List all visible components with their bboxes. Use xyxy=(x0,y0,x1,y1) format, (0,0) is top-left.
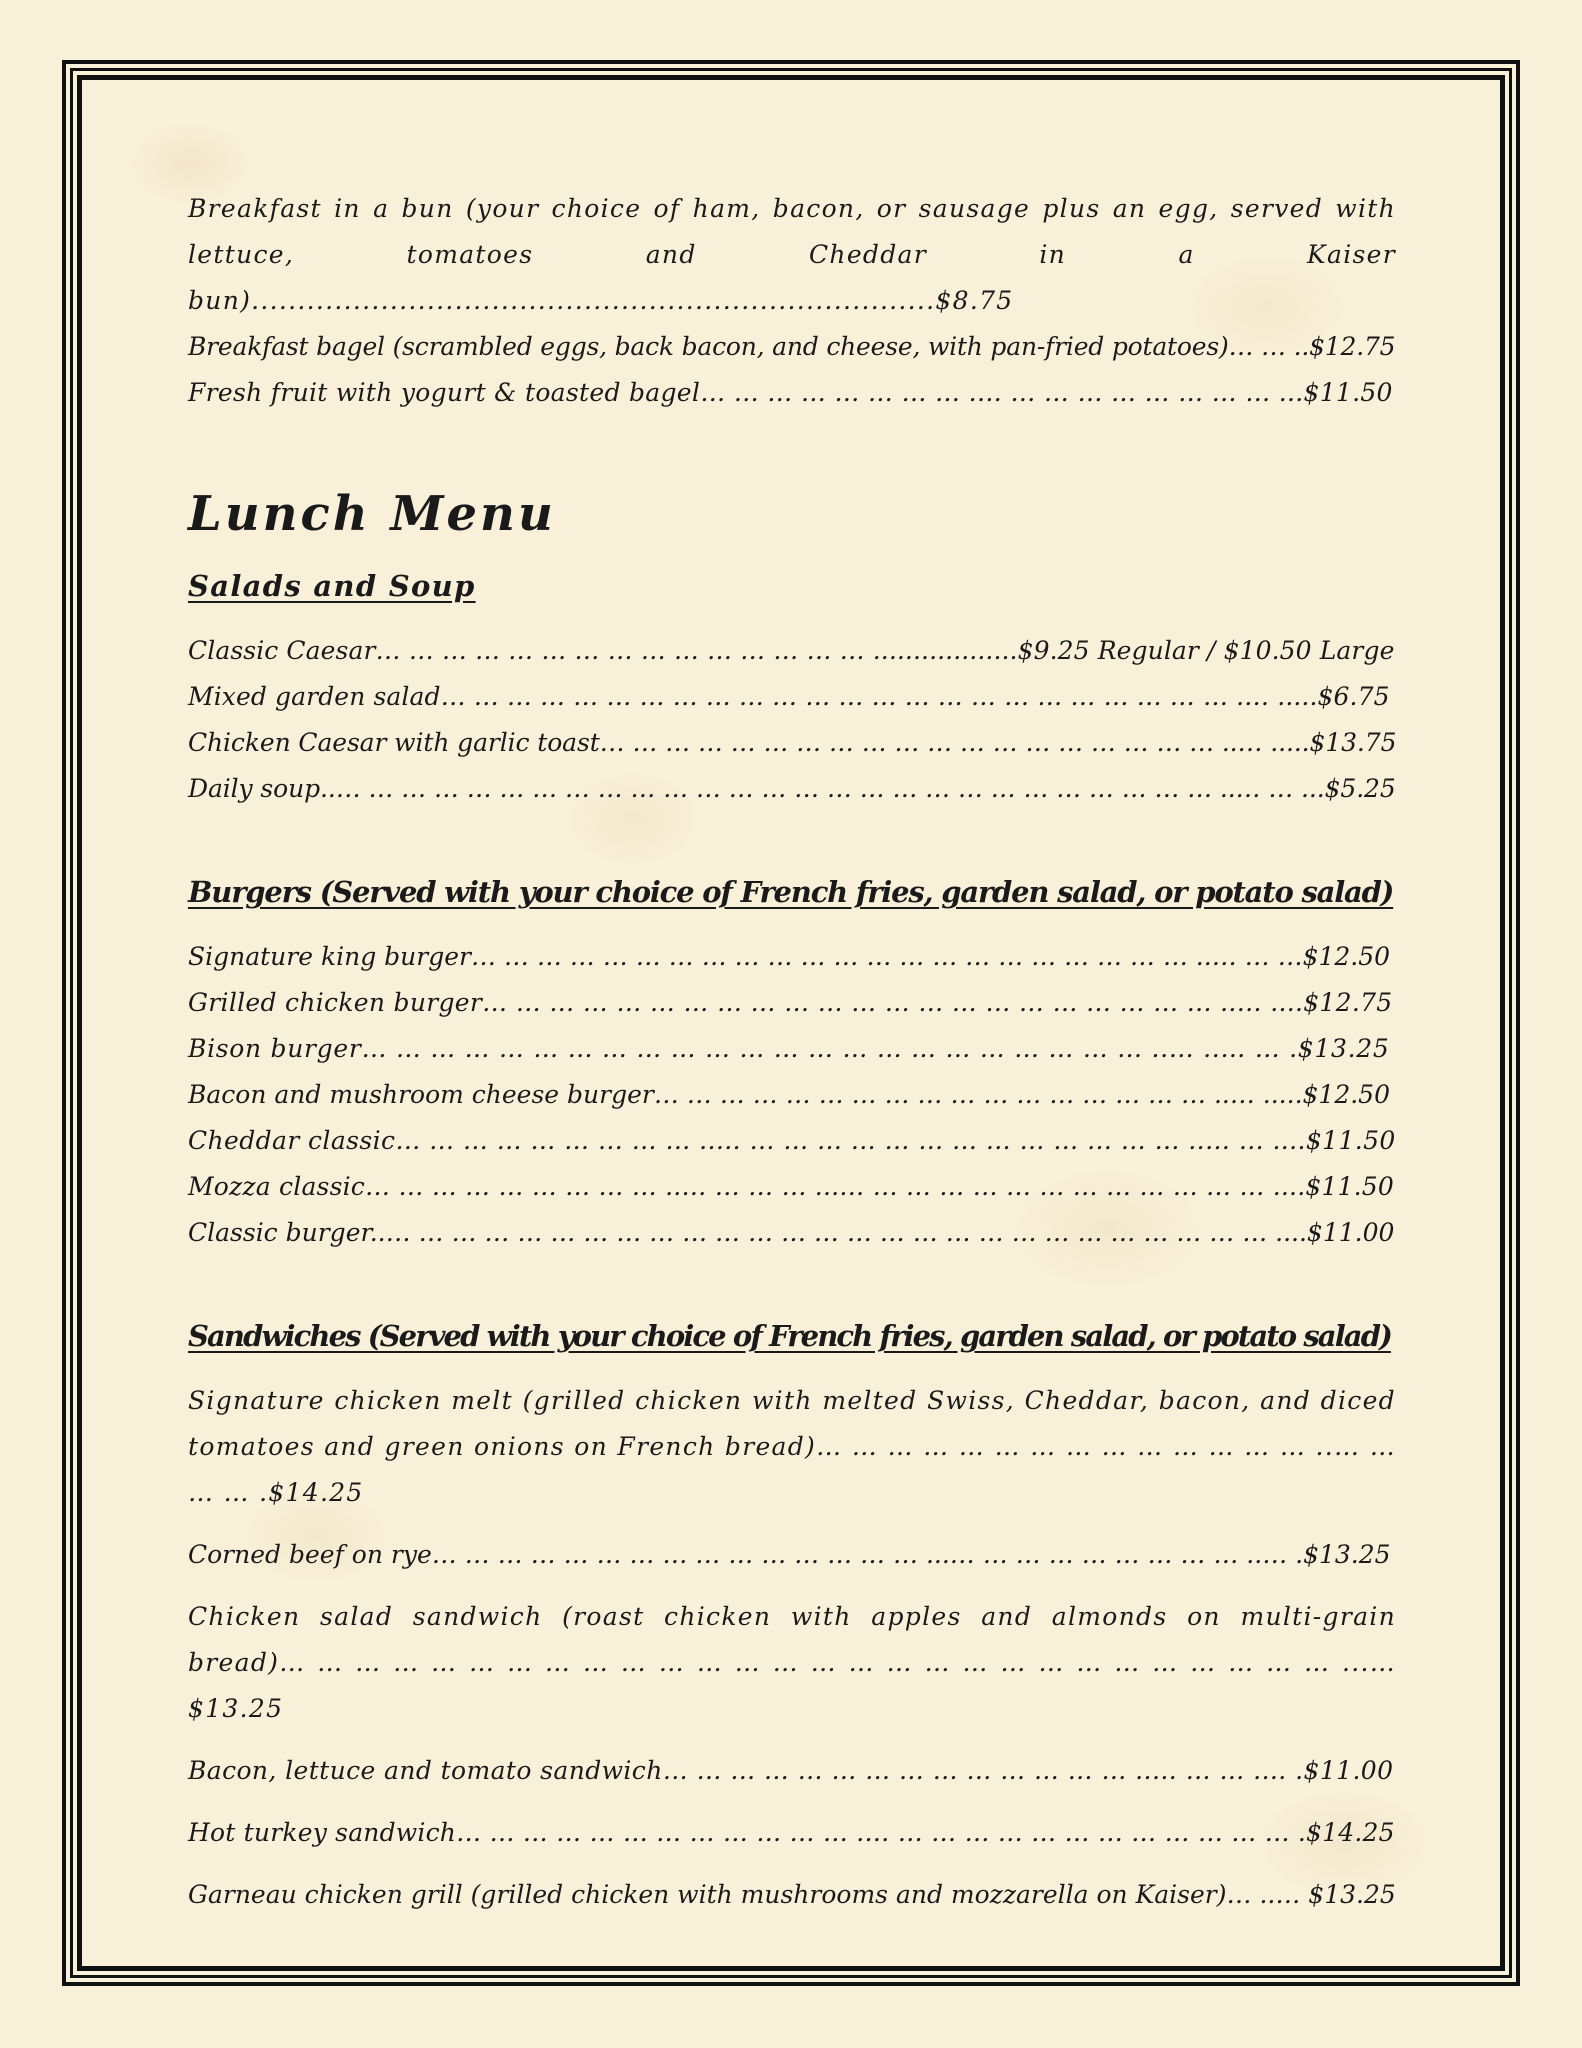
menu-item: Hot turkey sandwich… … … … … … … … … … … … .… … … … … … … … … … … … … .$14.25 xyxy=(188,1818,1395,1847)
section-heading: Burgers (Served with your choice of French fries, garden salad, or potato salad) xyxy=(188,875,1394,909)
menu-item: Breakfast bagel (scrambled eggs, back bacon, and cheese, with pan-fried potatoes)… … ..$12.75 xyxy=(188,332,1396,361)
menu-item: Chicken Caesar with garlic toast… … … … … … … … … … … … … … … … … … … ..… .....$13.75 xyxy=(188,728,1397,757)
menu-item: Bacon and mushroom cheese burger… … … … … … … … … … … … … … … … … ..… .....$12.50 xyxy=(188,1080,1390,1109)
menu-item: Signature king burger… … … … … … … … … … … … … … … … … … … … … … ..… … …$12.50 xyxy=(188,942,1391,971)
section-heading: Sandwiches (Served with your choice of French fries, garden salad, or potato salad) xyxy=(188,1319,1391,1353)
menu-item: Classic Caesar… … … … … … … … … … … … … … … ..................$9.25 Regular / $10.50 Large xyxy=(188,636,1395,665)
menu-item: Bacon, lettuce and tomato sandwich… … … … … … … … … … … … … … ..… … … .… .$11.00 xyxy=(188,1756,1394,1785)
sandwiches-section xyxy=(188,1316,1396,1918)
menu-content xyxy=(188,186,1396,1978)
burgers-section xyxy=(188,872,1396,1256)
breakfast-section xyxy=(188,186,1396,416)
section-heading: Salads and Soup xyxy=(188,569,476,603)
menu-item: Mixed garden salad… … … … … … … … … … … … … … … … … … … … … … … … .… .....$6.75 xyxy=(188,682,1390,711)
menu-item: Grilled chicken burger… … … … … … … … … … … … … … … … … … … … … … ..… ....$12.75 xyxy=(188,988,1393,1017)
menu-item: Garneau chicken grill (grilled chicken with mushrooms and mozzarella on Kaiser)… ..… $13.25 xyxy=(188,1880,1396,1909)
lunch-menu-title: Lunch Menu xyxy=(188,486,556,542)
menu-item: Fresh fruit with yogurt & toasted bagel… … … … … … … … .… … … … … … … … … ...$11.50 xyxy=(188,378,1393,407)
menu-item: Classic burger..… … … … … … … … … … … … … … … … … … … … … … … … … … … ....$11.00 xyxy=(188,1218,1395,1247)
menu-item: Daily soup..… … … … … … … … … … … … … … … … … … … … … … … … … … … ..… … ...$5.25 xyxy=(188,774,1396,803)
menu-item: Corned beef on rye… … … … … … … … … … … … … … … ...… … … … … … … … … ..… .$13.25 xyxy=(188,1540,1391,1569)
menu-item: Signature chicken melt (grilled chicken with melted Swiss, Cheddar, bacon, and diced tomatoes and green onions on French bread)… … … … … … … … … … … … … … ..… … … … .$14.25 xyxy=(188,1386,1396,1507)
salads-section xyxy=(188,566,1396,812)
menu-item: Mozza classic… … … … … … … … … ..… … … … ...… … … … … … … … … … … … … ....$11.50 xyxy=(188,1172,1395,1201)
menu-item: Bison burger… … … … … … … … … … … … … … … … … … … … … … … ..… ..… … .$13.25 xyxy=(188,1034,1390,1063)
menu-item: Breakfast in a bun (your choice of ham, bacon, or sausage plus an egg, served with lettuce, tomatoes and Cheddar in a Kaiser bun)..........................................................................$8.75 xyxy=(188,194,1396,315)
menu-item: Cheddar classic… … … … … … … … … ..… … … … … … … … … … … … … … ..… … ....$11.50 xyxy=(188,1126,1396,1155)
menu-item: Chicken salad sandwich (roast chicken with apples and almonds on multi-grain bread)… … … … … … … … … … … … … … … … … … … … … … … … … … … … ...… $13.25 xyxy=(188,1602,1396,1723)
